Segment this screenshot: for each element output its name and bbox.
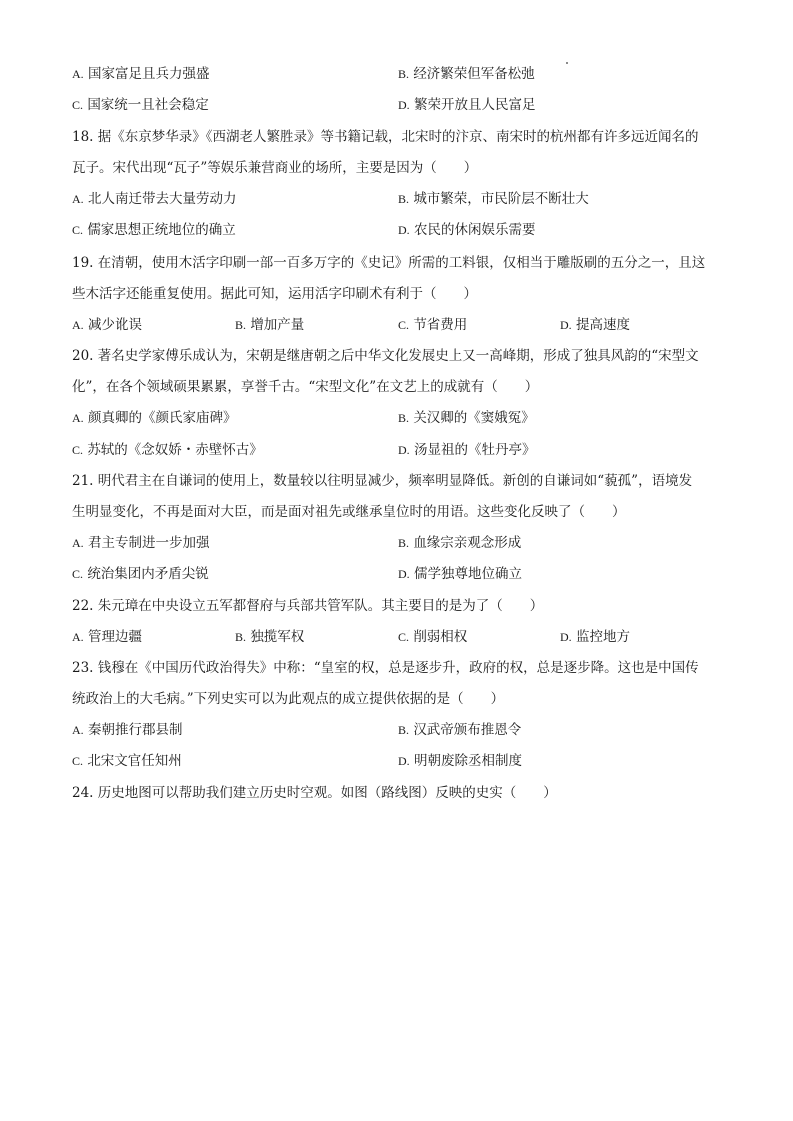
q18-option-a[interactable]: A. 北人南迁带去大量劳动力 [72, 191, 237, 207]
page-mark [566, 62, 568, 64]
q20-option-b[interactable]: B. 关汉卿的《窦娥冤》 [398, 410, 535, 426]
q21-option-a[interactable]: A. 君主专制进一步加强 [72, 535, 210, 551]
q22-option-c[interactable]: C. 削弱相权 [398, 629, 468, 645]
q21-option-d[interactable]: D. 儒学独尊地位确立 [398, 566, 522, 582]
q19-option-a[interactable]: A. 减少讹误 [72, 317, 142, 333]
q23-option-b[interactable]: B. 汉武帝颁布推恩令 [398, 722, 522, 738]
q21-stem-line1: 21. 明代君主在自谦词的使用上，数量较以往明显减少，频率明显降低。新创的自谦词如“藐孤”，语境发 [72, 473, 693, 489]
q22-stem-line1: 22. 朱元璋在中央设立五军都督府与兵部共管军队。其主要目的是为了（ ） [72, 598, 544, 614]
q19-option-b[interactable]: B. 增加产量 [235, 317, 305, 333]
q20-option-d[interactable]: D. 汤显祖的《牡丹亭》 [398, 442, 536, 458]
q18-stem-line2: 瓦子。宋代出现“瓦子”等娱乐兼营商业的场所，主要是因为（ ） [72, 160, 478, 176]
q17-option-a[interactable]: A. 国家富足且兵力强盛 [72, 66, 210, 82]
q19-option-c[interactable]: C. 节省费用 [398, 317, 468, 333]
q23-option-a[interactable]: A. 秦朝推行郡县制 [72, 722, 183, 738]
q17-option-d[interactable]: D. 繁荣开放且人民富足 [398, 97, 536, 113]
q19-option-d[interactable]: D. 提高速度 [560, 317, 630, 333]
q21-option-b[interactable]: B. 血缘宗亲观念形成 [398, 535, 522, 551]
q23-stem-line2: 统政治上的大毛病。”下列史实可以为此观点的成立提供依据的是（ ） [72, 691, 505, 707]
q20-option-a[interactable]: A. 颜真卿的《颜氏家庙碑》 [72, 410, 237, 426]
q20-stem-line1: 20. 著名史学家傅乐成认为，宋朝是继唐朝之后中华文化发展史上又一高峰期，形成了独具风韵的“宋型文 [72, 348, 699, 364]
q18-option-d[interactable]: D. 农民的休闲娱乐需要 [398, 222, 536, 238]
q23-option-d[interactable]: D. 明朝废除丞相制度 [398, 753, 522, 769]
q22-option-a[interactable]: A. 管理边疆 [72, 629, 142, 645]
q22-option-b[interactable]: B. 独揽军权 [235, 629, 305, 645]
q18-stem-line1: 18. 据《东京梦华录》《西湖老人繁胜录》等书籍记载，北宋时的汴京、南宋时的杭州都有许多远近闻名的 [72, 129, 699, 145]
q24-stem-line1: 24. 历史地图可以帮助我们建立历史时空观。如图（路线图）反映的史实（ ） [72, 785, 557, 801]
q22-option-d[interactable]: D. 监控地方 [560, 629, 630, 645]
q17-option-c[interactable]: C. 国家统一且社会稳定 [72, 97, 209, 113]
q21-option-c[interactable]: C. 统治集团内矛盾尖锐 [72, 566, 209, 582]
q17-option-b[interactable]: B. 经济繁荣但军备松弛 [398, 66, 535, 82]
q21-stem-line2: 生明显变化，不再是面对大臣，而是面对祖先或继承皇位时的用语。这些变化反映了（ ） [72, 504, 626, 520]
q19-stem-line2: 些木活字还能重复使用。据此可知，运用活字印刷术有利于（ ） [72, 286, 477, 302]
q23-option-c[interactable]: C. 北宋文官任知州 [72, 753, 182, 769]
q20-stem-line2: 化”，在各个领域硕果累累，享誉千古。“宋型文化”在文艺上的成就有（ ） [72, 379, 539, 395]
q19-stem-line1: 19. 在清朝，使用木活字印刷一部一百多万字的《史记》所需的工料银，仅相当于雕版刷的五分之一，且这 [72, 255, 706, 271]
q23-stem-line1: 23. 钱穆在《中国历代政治得失》中称：“皇室的权，总是逐步升，政府的权，总是逐步降。这也是中国传 [72, 660, 699, 676]
q18-option-b[interactable]: B. 城市繁荣，市民阶层不断壮大 [398, 191, 589, 207]
q20-option-c[interactable]: C. 苏轼的《念奴娇・赤壁怀古》 [72, 442, 263, 458]
q18-option-c[interactable]: C. 儒家思想正统地位的确立 [72, 222, 236, 238]
